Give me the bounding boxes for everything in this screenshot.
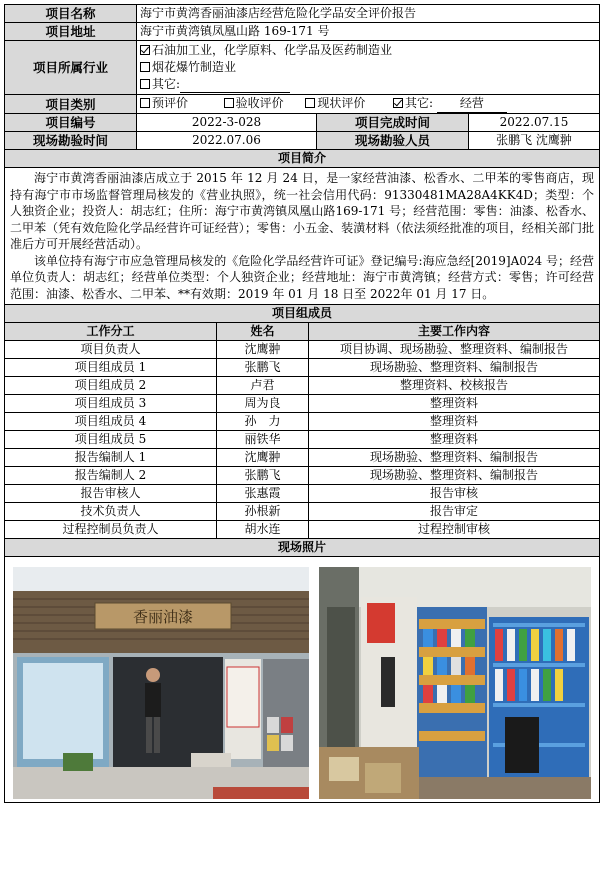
- industry-option-3: 其它:: [152, 77, 181, 91]
- intro-body: [5, 168, 600, 305]
- member-row: [5, 359, 600, 377]
- category-option-other: 其它:: [405, 96, 434, 110]
- member-role: 项目组成员 3: [5, 395, 217, 413]
- member-role: 报告编制人 1: [5, 449, 217, 467]
- other-underline: [180, 78, 290, 93]
- member-role: 项目组成员 4: [5, 413, 217, 431]
- survey-time: 2022.07.06: [137, 132, 317, 150]
- intro-title: 项目简介: [5, 150, 600, 168]
- survey-people: 张鹏飞 沈鹰翀: [469, 132, 600, 150]
- member-name: 孙 力: [217, 413, 309, 431]
- member-role: 技术负责人: [5, 503, 217, 521]
- project-address-label: 项目地址: [5, 23, 137, 41]
- member-name: 丽铁华: [217, 431, 309, 449]
- member-row: [5, 413, 600, 431]
- industry-option-2: 烟花爆竹制造业: [152, 60, 237, 74]
- photos-cell: [5, 557, 600, 803]
- project-number: 2022-3-028: [137, 114, 317, 132]
- checkbox-icon: [305, 98, 315, 108]
- member-role: 项目组成员 1: [5, 359, 217, 377]
- member-role: 项目负责人: [5, 341, 217, 359]
- member-name: 卢君: [217, 377, 309, 395]
- category-option-status: 现状评价: [317, 96, 366, 110]
- member-work: 整理资料: [309, 413, 600, 431]
- category-other-value: 经营: [437, 95, 507, 113]
- checkbox-icon: [224, 98, 234, 108]
- checkbox-icon: [140, 79, 150, 89]
- col-work-header: 主要工作内容: [309, 323, 600, 341]
- member-row: [5, 395, 600, 413]
- member-row: [5, 341, 600, 359]
- col-role-header: 工作分工: [5, 323, 217, 341]
- member-work: 现场勘验、整理资料、编制报告: [309, 359, 600, 377]
- member-row: [5, 377, 600, 395]
- intro-paragraph-2: 该单位持有海宁市应急管理局核发的《危险化学品经营许可证》登记编号:海应急经[2019]A024 号；经营单位负责人：胡志红；经营单位类型：个人独资企业；经营地址：海宁市黄湾镇；经营方式：零售；许可经营范围：油漆、松香水、二甲苯、**有效期：2019 年 01 月 18 日至 2022年 01 月 17 日。: [10, 253, 595, 301]
- shop-sign-text: 香丽油漆: [132, 608, 194, 626]
- industry-option-1: 石油加工业，化学原料、化学品及医药制造业: [152, 43, 393, 57]
- member-row: [5, 467, 600, 485]
- member-work: 现场勘验、整理资料、编制报告: [309, 467, 600, 485]
- member-work: 整理资料、校核报告: [309, 377, 600, 395]
- checked-box-icon: [140, 45, 150, 55]
- member-name: 周为良: [217, 395, 309, 413]
- survey-time-label: 现场勘验时间: [5, 132, 137, 150]
- member-role: 过程控制员负责人: [5, 521, 217, 539]
- member-name: 沈鹰翀: [217, 449, 309, 467]
- member-row: [5, 485, 600, 503]
- member-work: 项目协调、现场勘验、整理资料、编制报告: [309, 341, 600, 359]
- category-options: [137, 95, 600, 114]
- shopfront-photo: [13, 567, 309, 799]
- intro-paragraph-1: 海宁市黄湾香丽油漆店成立于 2015 年 12 月 24 日，是一家经营油漆、松香水、二甲苯的零售商店，现持有海宁市市场监督管理局核发的《营业执照》，统一社会信用代码：91330481MA28A4KK4D；类型：个人独资企业；投资人：胡志红；住所：海宁市黄湾镇凤凰山路169-171 号；经营范围：零售：油漆、松香水、二甲苯（凭有效危险化学品经营许可证经营）；零售：小五金、装潢材料（依法须经批准的项目，经相关部门批准后方可开展经营活动）。: [10, 171, 595, 251]
- member-work: 报告审核: [309, 485, 600, 503]
- member-role: 报告审核人: [5, 485, 217, 503]
- checkbox-icon: [140, 98, 150, 108]
- member-name: 胡水连: [217, 521, 309, 539]
- member-work: 现场勘验、整理资料、编制报告: [309, 449, 600, 467]
- member-role: 项目组成员 5: [5, 431, 217, 449]
- checkbox-icon: [140, 62, 150, 72]
- category-option-accept: 验收评价: [235, 96, 284, 110]
- member-name: 孙根新: [217, 503, 309, 521]
- category-label: 项目类别: [5, 95, 137, 114]
- project-address: 海宁市黄湾镇凤凰山路 169-171 号: [137, 23, 600, 41]
- industry-options: [137, 41, 600, 95]
- member-name: 张鹏飞: [217, 467, 309, 485]
- industry-label: 项目所属行业: [5, 41, 137, 95]
- member-work: 整理资料: [309, 395, 600, 413]
- member-row: [5, 449, 600, 467]
- member-role: 项目组成员 2: [5, 377, 217, 395]
- category-option-pre: 预评价: [152, 96, 189, 110]
- member-work: 过程控制审核: [309, 521, 600, 539]
- complete-time-label: 项目完成时间: [317, 114, 469, 132]
- interior-photo: [319, 567, 591, 799]
- member-row: [5, 431, 600, 449]
- col-name-header: 姓名: [217, 323, 309, 341]
- project-name: 海宁市黄湾香丽油漆店经营危险化学品安全评价报告: [137, 5, 600, 23]
- member-name: 张鹏飞: [217, 359, 309, 377]
- project-number-label: 项目编号: [5, 114, 137, 132]
- member-work: 报告审定: [309, 503, 600, 521]
- member-name: 张惠霞: [217, 485, 309, 503]
- survey-people-label: 现场勘验人员: [317, 132, 469, 150]
- project-name-label: 项目名称: [5, 5, 137, 23]
- member-role: 报告编制人 2: [5, 467, 217, 485]
- complete-time: 2022.07.15: [469, 114, 600, 132]
- checked-box-icon: [393, 98, 403, 108]
- member-work: 整理资料: [309, 431, 600, 449]
- member-name: 沈鹰翀: [217, 341, 309, 359]
- photos-title: 现场照片: [5, 539, 600, 557]
- member-row: [5, 503, 600, 521]
- member-row: [5, 521, 600, 539]
- members-title: 项目组成员: [5, 305, 600, 323]
